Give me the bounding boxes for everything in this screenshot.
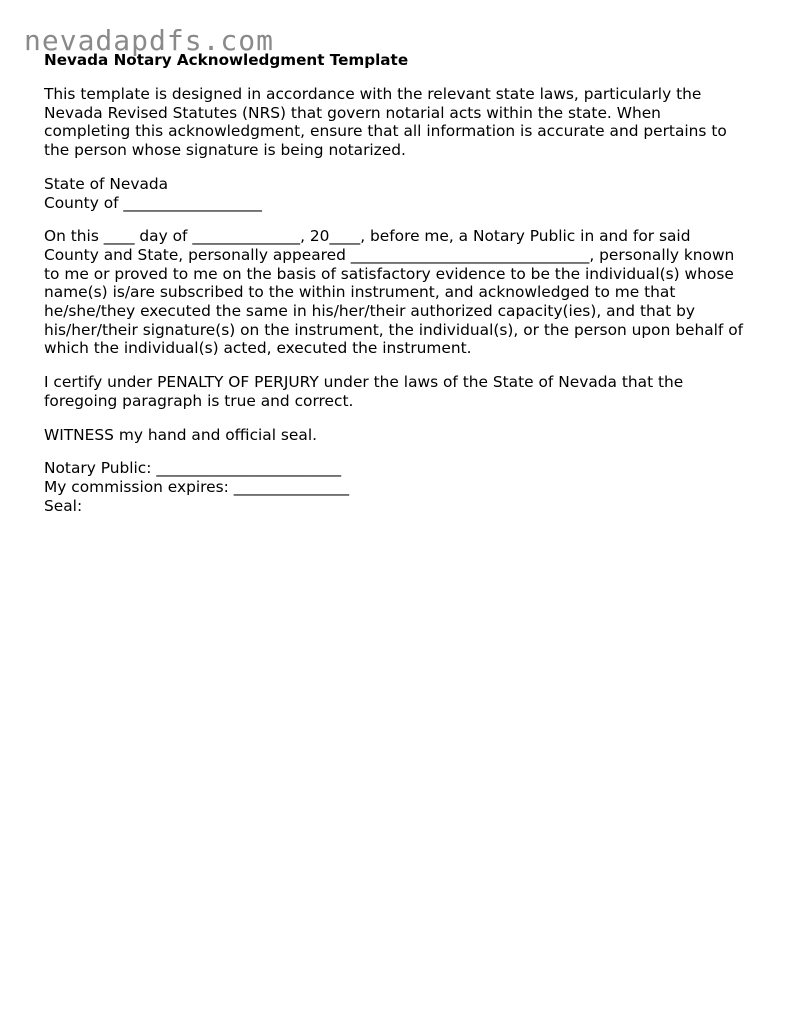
intro-line: This template is designed in accordance with the relevant state laws, particularly the — [44, 85, 702, 103]
certification-line: foregoing paragraph is true and correct. — [44, 391, 354, 410]
acknowledgment-line: he/she/they executed the same in his/her/their authorized capacity(ies), and that by — [44, 302, 695, 321]
certification-paragraph — [44, 373, 764, 410]
intro-line: completing this acknowledgment, ensure that all information is accurate and pertains to — [44, 122, 727, 141]
seal-field: Seal: — [44, 496, 83, 515]
acknowledgment-line: which the individual(s) acted, executed the instrument. — [44, 339, 472, 358]
witness-line: WITNESS my hand and official seal. — [44, 425, 317, 444]
intro-paragraph — [44, 85, 764, 160]
acknowledgment-line: his/her/their signature(s) on the instrument, the individual(s), or the person upon behalf of — [44, 320, 744, 339]
document-body — [44, 51, 764, 530]
document-title: Nevada Notary Acknowledgment Template — [44, 51, 409, 69]
venue-state: State of Nevada — [44, 174, 169, 193]
acknowledgment-line: On this ____ day of ______________, 20____, before me, a Notary Public in and for said — [44, 227, 691, 246]
acknowledgment-paragraph — [44, 227, 764, 358]
witness-statement — [44, 426, 764, 445]
notary-public-field: Notary Public: ________________________ — [44, 459, 342, 478]
venue-county: County of __________________ — [44, 193, 262, 212]
signature-block — [44, 459, 764, 515]
acknowledgment-line: name(s) is/are subscribed to the within instrument, and acknowledged to me that — [44, 283, 676, 302]
acknowledgment-line: to me or proved to me on the basis of satisfactory evidence to be the individual(s) whose — [44, 264, 734, 283]
commission-expires-field: My commission expires: _______________ — [44, 477, 350, 496]
venue-block — [44, 175, 764, 212]
site-watermark: nevadapdfs.com — [24, 24, 275, 57]
intro-line: Nevada Revised Statutes (NRS) that govern notarial acts within the state. When — [44, 103, 661, 122]
acknowledgment-line: County and State, personally appeared _______________________________, personally known — [44, 245, 735, 264]
certification-line: I certify under PENALTY OF PERJURY under the laws of the State of Nevada that the — [44, 373, 684, 392]
intro-line: the person whose signature is being notarized. — [44, 141, 406, 160]
